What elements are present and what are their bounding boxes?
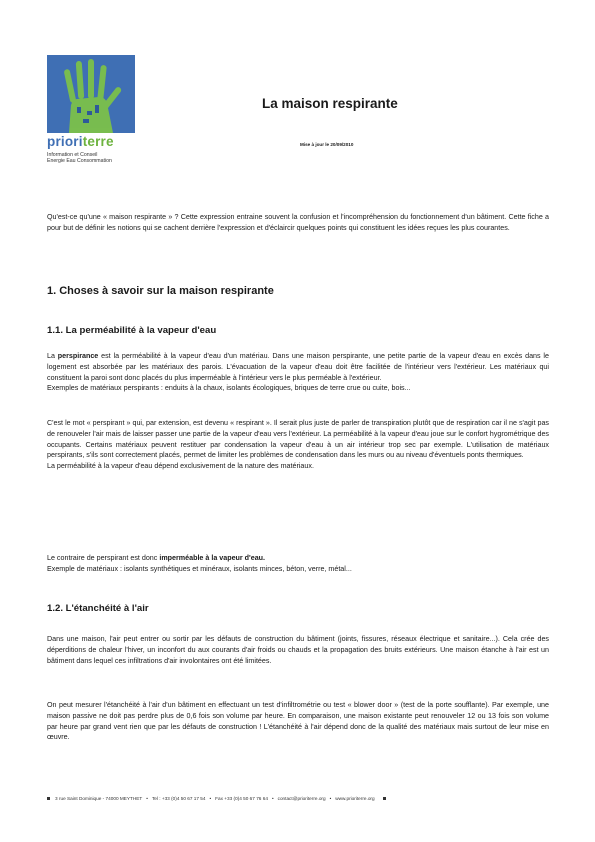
impermeable-paragraph: Le contraire de perspirant est donc imperméable à la vapeur d'eau. Exemple de matériaux : isolants synthétiques et minéraux, isolants minces, béton, verre, métal... bbox=[47, 554, 352, 573]
footer-tel: Tel : +33 (0)4 50 67 17 54 bbox=[151, 796, 206, 801]
permeability-note: La perméabilité à la vapeur d'eau dépend exclusivement de la nature des matériaux. bbox=[47, 462, 314, 471]
impermeable-examples: Exemple de matériaux : isolants synthétiques et minéraux, isolants minces, béton, verre, métal... bbox=[47, 564, 352, 573]
hand-logo-icon bbox=[47, 55, 135, 133]
update-date: Mise à jour le 20/09/2010 bbox=[300, 142, 354, 147]
section-1-heading: 1. Choses à savoir sur la maison respirante bbox=[47, 285, 274, 297]
document-title: La maison respirante bbox=[262, 96, 398, 111]
perspirance-paragraph: La perspirance est la perméabilité à la vapeur d'eau d'un matériau. Dans une maison perspirante, une petite partie de la vapeur d'eau en excès dans le logement est absorbée par les matériaux des parois. L'évacuation de la vapeur d'eau doit être facilitée de l'intérieur vers l'extérieur. Les matériaux qui constituent la paroi sont donc placés du plus imperméable à l'intérieur vers le plus perméable à l'extérieur. Exemples de matériaux perspirants : enduits à la chaux, isolants écologiques, briques de terre crue ou cuite, bois... bbox=[47, 352, 549, 393]
section-1-1-heading: 1.1. La perméabilité à la vapeur d'eau bbox=[47, 325, 217, 336]
footer-contact: 3 rue Saint Dominique - 74000 MEYTHET • Tel : +33 (0)4 50 67 17 54 • Fax +33 (0)4 50 67 76 64 • contact@prioriterre.org • www.prioriterre.org bbox=[47, 796, 549, 801]
brand-name: prioriterre bbox=[47, 134, 114, 149]
section-1-2-heading: 1.2. L'étanchéité à l'air bbox=[47, 603, 149, 614]
footer-fax: Fax +33 (0)4 50 67 76 64 bbox=[215, 796, 268, 801]
intro-paragraph: Qu'est-ce qu'une « maison respirante » ? Cette expression entraine souvent la confusion et l'incompréhension du fonctionnement d'un bâtiment. Cette fiche a pour but de définir les notions qui se cachent derrière l'expression et d'éclaircir quelques points qui constituent les idées reçues les plus courantes. bbox=[47, 213, 549, 232]
tagline-line-2: Energie Eau Consommation bbox=[47, 158, 112, 165]
prioriterre-logo bbox=[47, 55, 135, 164]
footer-website-link[interactable]: www.prioriterre.org bbox=[335, 796, 375, 801]
blower-door-paragraph: On peut mesurer l'étanchéité à l'air d'un bâtiment en effectuant un test d'infiltrométrie ou test « blower door » (test de la porte soufflante). Par exemple, une maison passive ne doit pas perdre plus de 0,6 fois son volume par heure. En comparaison, une maison existante peut renouveler 12 ou 13 fois son volume par heure par grand vent rien que par les défauts de construction ! L'étanchéité à l'air dépend donc de la qualité des matériaux mais surtout de leur mise en œuvre. bbox=[47, 701, 549, 742]
logo-tagline bbox=[47, 152, 135, 164]
respirant-paragraph: C'est le mot « perspirant » qui, par extension, est devenu « respirant ». Il serait plus juste de parler de transpiration plutôt que de respiration car il ne s'agit pas de renouveler l'air mais de laisser passer une partie de la vapeur d'eau vers l'extérieur. La perméabilité à la vapeur d'eau joue sur le confort hygrométrique des occupants. Certains matériaux peuvent restituer par condensation la vapeur d'eau à un air intérieur trop sec par exemple. L'utilisation de matériaux perspirants, s'ils sont correctement placés, permet de limiter les problèmes de condensation dans les murs ou au niveau d'éventuels ponts thermiques. La perméabilité à la vapeur d'eau dépend exclusivement de la nature des matériaux. bbox=[47, 419, 549, 471]
footer-address: 3 rue Saint Dominique - 74000 MEYTHET bbox=[55, 796, 143, 801]
footer-email-link[interactable]: contact@prioriterre.org bbox=[277, 796, 326, 801]
airtightness-paragraph: Dans une maison, l'air peut entrer ou sortir par les défauts de construction du bâtiment (joints, fissures, réseaux électrique et sanitaire...). Cela crée des déperditions de chaleur l'hiver, un inconfort du aux courants d'air froids ou chauds et la propagation des bruits extérieurs. Une maison étanche à l'air est un bâtiment dans lequel ces infiltrations d'air involontaires ont été limitées. bbox=[47, 635, 549, 665]
perspirant-examples: Exemples de matériaux perspirants : enduits à la chaux, isolants écologiques, briques de terre crue ou cuite, bois... bbox=[47, 384, 411, 393]
tagline-line-1: Information et Conseil bbox=[47, 152, 98, 158]
